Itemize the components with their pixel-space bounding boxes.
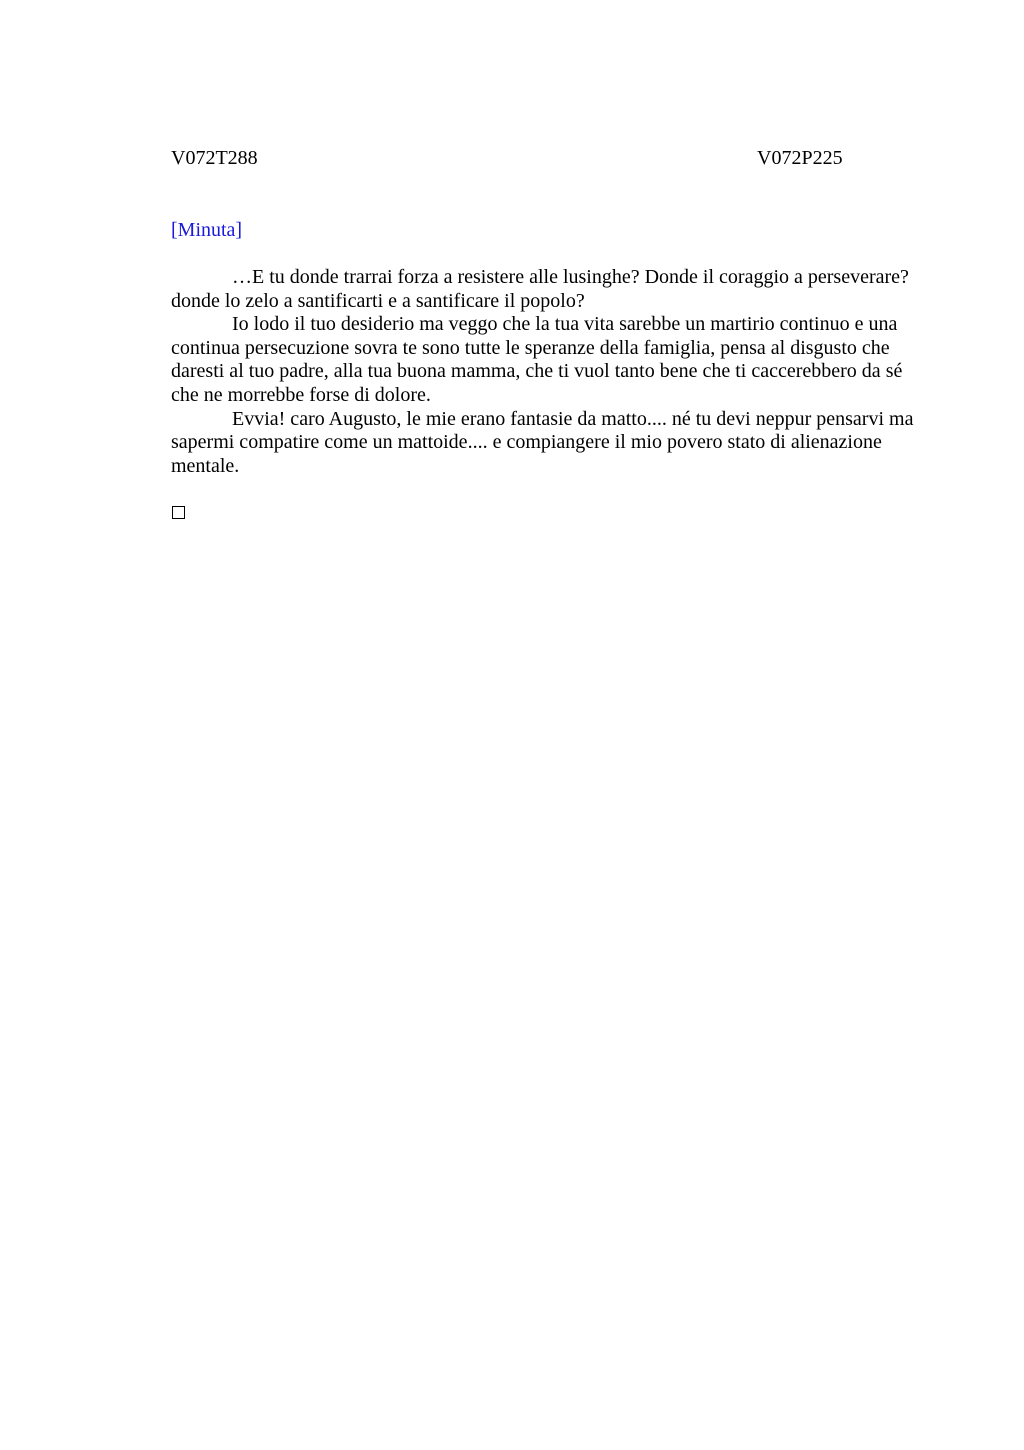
square-outline-icon <box>172 506 185 519</box>
paragraph: …E tu donde trarrai forza a resistere alle lusinghe? Donde il coraggio a perseverare? donde lo zelo a santificarti e a santificare il popolo? <box>171 266 909 312</box>
paragraph: Io lodo il tuo desiderio ma veggo che la tua vita sarebbe un martirio continuo e una continua persecuzione sovra te sono tutte le speranze della famiglia, pensa al disgusto che daresti al tuo padre, alla tua buona mamma, che ti vuol tanto bene che ti caccerebbero da sé che ne morrebbe forse di dolore. <box>171 313 903 406</box>
document-code-left: V072T288 <box>171 147 258 169</box>
document-label: [Minuta] <box>171 219 243 241</box>
letter-body <box>171 266 933 478</box>
paragraph: Evvia! caro Augusto, le mie erano fantasie da matto.... né tu devi neppur pensarvi ma sapermi compatire come un mattoide.... e compiangere il mio povero stato di alienazione mentale. <box>171 407 914 477</box>
document-code-right: V072P225 <box>757 147 843 169</box>
